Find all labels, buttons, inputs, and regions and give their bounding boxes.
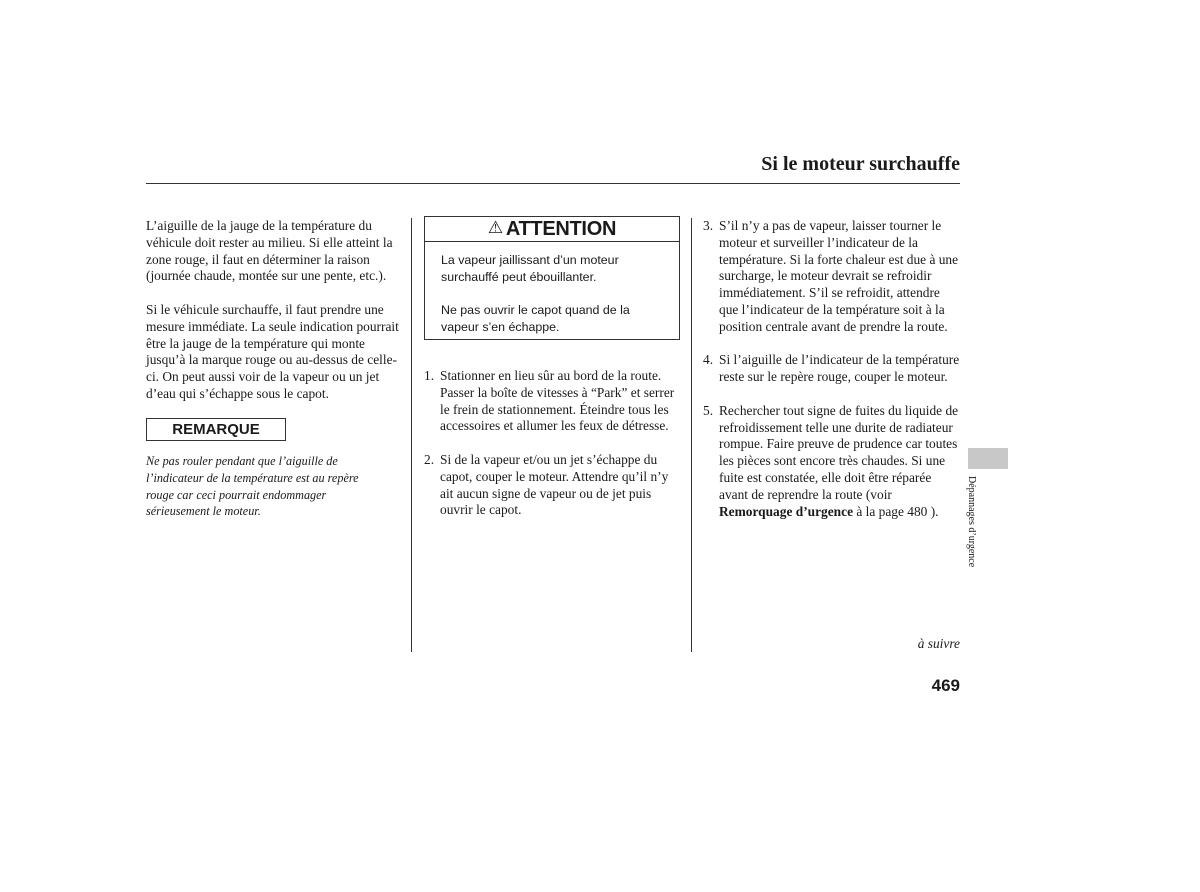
remarque-label: REMARQUE <box>146 418 286 441</box>
column-divider-1 <box>411 218 412 652</box>
list-item <box>424 368 680 435</box>
step-number: 3. <box>703 218 714 233</box>
attention-box <box>424 216 680 340</box>
title-rule <box>146 183 960 184</box>
steps-list-middle <box>424 368 680 536</box>
step-number: 2. <box>424 451 435 467</box>
page-number: 469 <box>931 676 960 695</box>
column-divider-2 <box>691 218 692 652</box>
attention-header <box>425 217 679 242</box>
attention-label: ATTENTION <box>505 217 617 240</box>
cross-reference-link[interactable]: Remorquage d’urgence <box>719 503 854 519</box>
step-text-after: à la page 480 ). <box>853 503 939 519</box>
step-text: Si l’aiguille de l’indicateur de la température reste sur le repère rouge, couper le moteur. <box>719 352 960 385</box>
remarque-note: Ne pas rouler pendant que l’aiguille de l’indicateur de la température est au repère rouge car ceci pourrait endommager sérieusement le moteur. <box>146 454 359 519</box>
list-item <box>703 403 961 521</box>
list-item <box>703 352 961 386</box>
section-tab-marker <box>968 448 1008 469</box>
list-item <box>424 452 680 519</box>
step-number: 4. <box>703 352 714 368</box>
page-title: Si le moteur surchauffe <box>761 153 960 175</box>
continue-label: à suivre <box>917 636 960 651</box>
intro-paragraph-2: Si le véhicule surchauffe, il faut prendre une mesure immédiate. La seule indication pourrait être la jauge de la température qui monte jusqu’à la marque rouge ou au-dessus de celle-ci. On peut aussi voir de la vapeur ou un jet d’eau qui s’échappe sous le capot. <box>146 301 399 401</box>
steps-list-right <box>703 218 961 537</box>
step-number: 1. <box>424 368 435 383</box>
step-text-before: Rechercher tout signe de fuites du liquide de refroidissement telle une durite de radiateur rompue. Faire preuve de prudence car toutes les pièces sont encore très chaudes. Si une fuite est constatée, elle doit être réparée avant de reprendre la route (voir <box>719 402 959 502</box>
intro-paragraph-1: L’aiguille de la jauge de la température du véhicule doit rester au milieu. Si elle atteint la zone rouge, il faut en déterminer la raison (journée chaude, montée sur une pente, etc.). <box>146 218 393 284</box>
step-text: Stationner en lieu sûr au bord de la route. Passer la boîte de vitesses à “Park” et serrer le frein de stationnement. Éteindre tous les accessoires et allumer les feux de détresse. <box>440 368 675 434</box>
list-item <box>703 218 961 336</box>
intro-column <box>146 218 402 420</box>
section-tab-label: Dépannages d’urgence <box>966 476 977 568</box>
attention-body <box>425 242 679 336</box>
step-number: 5. <box>703 402 714 418</box>
attention-paragraph-1: La vapeur jaillissant d’un moteur surchauffé peut ébouillanter. <box>441 253 619 284</box>
step-text <box>719 403 961 521</box>
attention-paragraph-2: Ne pas ouvrir le capot quand de la vapeur s’en échappe. <box>441 303 630 335</box>
step-text: S’il n’y a pas de vapeur, laisser tourner le moteur et surveiller l’indicateur de la température. Si la forte chaleur est due à une surcharge, le moteur devrait se refroidir immédiatement. S’il se refroidit, attendre que l’indicateur de la température soit à la position centrale avant de prendre la route. <box>719 218 959 334</box>
step-text: Si de la vapeur et/ou un jet s’échappe du capot, couper le moteur. Attendre qu’il n’y ait aucun signe de vapeur ou de jet puis ouvrir le capot. <box>440 451 669 518</box>
warning-icon: ⚠ <box>487 218 503 237</box>
